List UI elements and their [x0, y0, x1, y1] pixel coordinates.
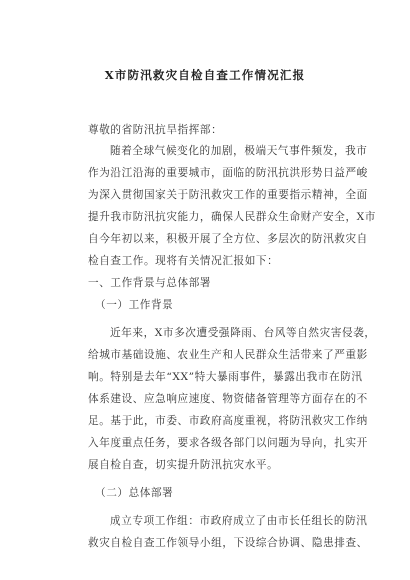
intro-line-2: 作为沿江沿海的重要城市，面临的防汛抗洪形势日益严峻 [88, 167, 368, 179]
background-line-2: 给城市基础设施、农业生产和人民群众生活带来了严重影 [88, 349, 368, 361]
intro-line-1: 随着全球气候变化的加剧，极端天气事件频发，我市 [110, 145, 368, 157]
background-line-1: 近年来，X市多次遭受强降雨、台风等自然灾害侵袭， [110, 327, 376, 339]
background-line-3: 响。特别是去年“XX”特大暴雨事件，暴露出我市在防汛 [88, 371, 363, 383]
deployment-line-1: 成立专项工作组：市政府成立了由市长任组长的防汛 [110, 515, 368, 527]
section-heading: 一、工作背景与总体部署 [88, 277, 212, 289]
background-line-7: 展自检自查，切实提升防汛抗灾水平。 [88, 459, 279, 471]
document-title: X市防汛救灾自检自查工作情况汇报 [104, 68, 306, 82]
intro-line-5: 自今年初以来，积极开展了全方位、多层次的防汛救灾自 [88, 233, 368, 245]
intro-line-4: 提升我市防汛抗灾能力，确保人民群众生命财产安全，X市 [88, 211, 376, 223]
background-line-4: 体系建设、应急响应速度、物资储备管理等方面存在的不 [88, 393, 368, 405]
subsection-heading-deployment: （二）总体部署 [95, 487, 174, 499]
salutation: 尊敬的省防汛抗旱指挥部： [88, 124, 223, 136]
subsection-heading-background: （一）工作背景 [95, 299, 174, 311]
background-line-5: 足。基于此，市委、市政府高度重视，将防汛救灾工作纳 [88, 415, 368, 427]
deployment-line-2: 救灾自检自查工作领导小组，下设综合协调、隐患排查、 [88, 537, 368, 549]
intro-line-6: 检自查工作。现将有关情况汇报如下： [88, 255, 279, 267]
background-line-6: 入年度重点任务，要求各级各部门以问题为导向，扎实开 [88, 437, 368, 449]
intro-line-3: 为深入贯彻国家关于防汛救灾工作的重要指示精神，全面 [88, 189, 368, 201]
